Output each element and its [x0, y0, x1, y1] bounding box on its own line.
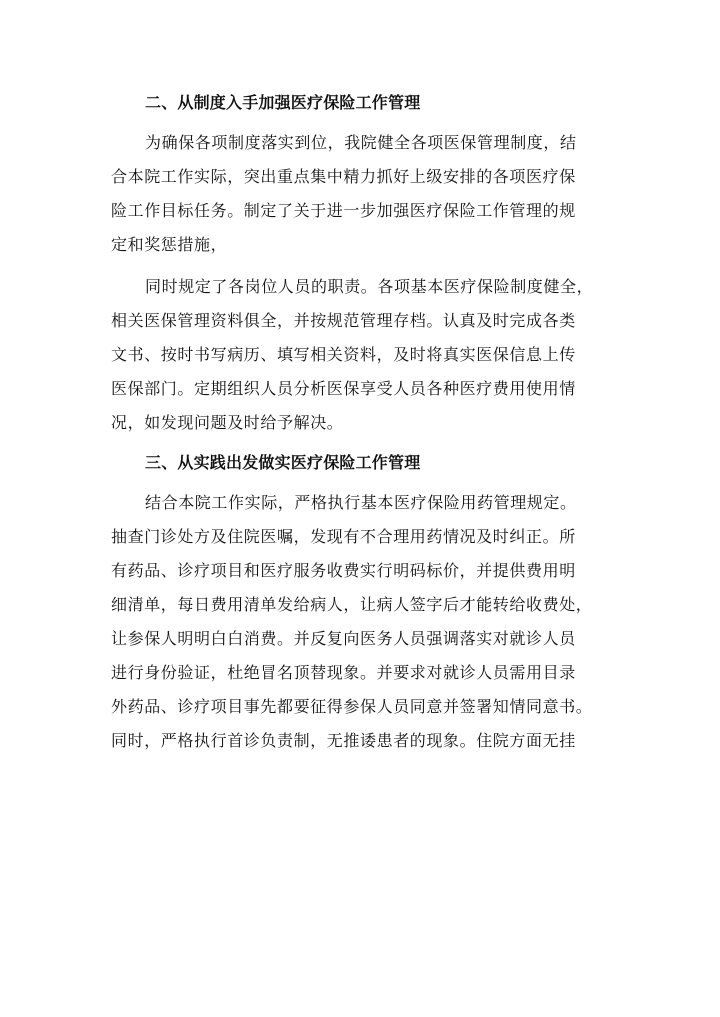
paragraph-line: 医保部门。定期组织人员分析医保享受人员各种医疗费用使用情 — [111, 379, 576, 398]
paragraph-line: 况，如发现问题及时给予解决。 — [111, 413, 344, 432]
paragraph-line: 结合本院工作实际，严格执行基本医疗保险用药管理规定。 — [145, 493, 577, 512]
paragraph-line: 进行身份验证，杜绝冒名顶替现象。并要求对就诊人员需用目录 — [111, 663, 576, 682]
paragraph-line: 险工作目标任务。制定了关于进一步加强医疗保险工作管理的规 — [111, 201, 576, 220]
paragraph-line: 文书、按时书写病历、填写相关资料，及时将真实医保信息上传 — [111, 345, 576, 364]
paragraph-line: 同时规定了各岗位人员的职责。各项基本医疗保险制度健全， — [145, 277, 594, 296]
section-heading-3: 三、从实践出发做实医疗保险工作管理 — [145, 453, 421, 472]
paragraph-line: 外药品、诊疗项目事先都要征得参保人员同意并签署知情同意书。 — [111, 697, 593, 716]
section-2-paragraph-1 — [111, 126, 611, 262]
paragraph-line: 定和奖惩措施， — [111, 235, 228, 254]
paragraph-line: 抽查门诊处方及住院医嘱，发现有不合理用药情况及时纠正。所 — [111, 527, 576, 546]
section-heading-2: 二、从制度入手加强医疗保险工作管理 — [145, 93, 421, 112]
paragraph-line: 有药品、诊疗项目和医疗服务收费实行明码标价，并提供费用明 — [111, 561, 576, 580]
section-3-paragraph-1 — [111, 486, 611, 758]
paragraph-line: 为确保各项制度落实到位，我院健全各项医保管理制度，结 — [145, 133, 577, 152]
paragraph-line: 相关医保管理资料俱全，并按规范管理存档。认真及时完成各类 — [111, 311, 576, 330]
section-2-paragraph-2 — [111, 270, 611, 440]
paragraph-line: 让参保人明明白白消费。并反复向医务人员强调落实对就诊人员 — [111, 629, 576, 648]
paragraph-line: 合本院工作实际，突出重点集中精力抓好上级安排的各项医疗保 — [111, 167, 576, 186]
paragraph-line: 同时，严格执行首诊负责制，无推诿患者的现象。住院方面无挂 — [111, 731, 576, 750]
document-body — [111, 84, 611, 758]
paragraph-line: 细清单，每日费用清单发给病人，让病人签字后才能转给收费处， — [111, 595, 593, 614]
